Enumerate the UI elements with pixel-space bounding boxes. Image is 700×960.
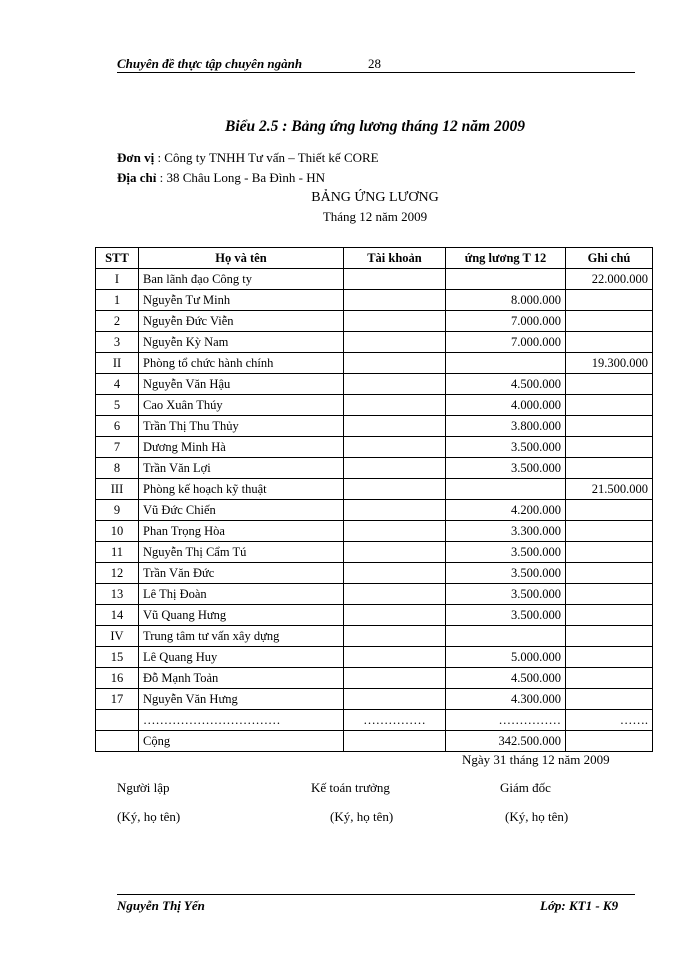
cell-advance: 3.500.000 bbox=[446, 605, 566, 626]
cell-note bbox=[566, 437, 653, 458]
cell-account bbox=[344, 521, 446, 542]
table-row bbox=[96, 689, 653, 710]
cell-note bbox=[566, 416, 653, 437]
cell-advance: 7.000.000 bbox=[446, 311, 566, 332]
cell-name: Trần Văn Lợi bbox=[139, 458, 344, 479]
cell-account bbox=[344, 563, 446, 584]
cell-stt: IV bbox=[96, 626, 139, 647]
cell-account bbox=[344, 374, 446, 395]
accountant-sign-note: (Ký, họ tên) bbox=[330, 809, 394, 824]
cell-account bbox=[344, 395, 446, 416]
cell-stt: 2 bbox=[96, 311, 139, 332]
table-row bbox=[96, 416, 653, 437]
unit-value: : Công ty TNHH Tư vấn – Thiết kế CORE bbox=[154, 150, 379, 165]
table-row bbox=[96, 500, 653, 521]
cell-advance bbox=[446, 269, 566, 290]
unit-label: Đơn vị bbox=[117, 150, 155, 165]
salary-advance-table bbox=[95, 247, 653, 752]
cell-account bbox=[344, 479, 446, 500]
cell-account bbox=[344, 647, 446, 668]
table-subtitle: Tháng 12 năm 2009 bbox=[322, 209, 428, 224]
cell-stt: 4 bbox=[96, 374, 139, 395]
document-title: Biểu 2.5 : Bảng ứng lương tháng 12 năm 2009 bbox=[225, 118, 525, 135]
cell-name: Lê Thị Đoàn bbox=[139, 584, 344, 605]
table-row bbox=[96, 584, 653, 605]
cell-account bbox=[344, 542, 446, 563]
cell-advance: 3.500.000 bbox=[446, 437, 566, 458]
table-row bbox=[96, 647, 653, 668]
cell-stt: 13 bbox=[96, 584, 139, 605]
table-row bbox=[96, 710, 653, 731]
cell-advance bbox=[446, 353, 566, 374]
cell-name: Nguyễn Văn Hưng bbox=[139, 689, 344, 710]
cell-advance: 7.000.000 bbox=[446, 332, 566, 353]
cell-advance: 342.500.000 bbox=[446, 731, 566, 752]
cell-advance: 3.500.000 bbox=[446, 458, 566, 479]
cell-stt: 11 bbox=[96, 542, 139, 563]
cell-stt: 12 bbox=[96, 563, 139, 584]
cell-advance bbox=[446, 626, 566, 647]
cell-account bbox=[344, 605, 446, 626]
header-note: Ghi chú bbox=[566, 248, 653, 269]
cell-name: Lê Quang Huy bbox=[139, 647, 344, 668]
cell-advance: 4.500.000 bbox=[446, 374, 566, 395]
table-row bbox=[96, 332, 653, 353]
cell-name: Nguyễn Văn Hậu bbox=[139, 374, 344, 395]
cell-stt: 3 bbox=[96, 332, 139, 353]
table-row bbox=[96, 605, 653, 626]
cell-note bbox=[566, 605, 653, 626]
cell-account bbox=[344, 689, 446, 710]
header-title: Chuyên đề thực tập chuyên ngành bbox=[117, 56, 303, 71]
table-row bbox=[96, 731, 653, 752]
cell-name: Đỗ Mạnh Toản bbox=[139, 668, 344, 689]
director-label: Giám đốc bbox=[500, 780, 551, 795]
cell-note bbox=[566, 332, 653, 353]
cell-account bbox=[344, 437, 446, 458]
cell-name: Vũ Quang Hưng bbox=[139, 605, 344, 626]
cell-note: 19.300.000 bbox=[566, 353, 653, 374]
table-row bbox=[96, 374, 653, 395]
page-number: 28 bbox=[368, 56, 381, 71]
cell-note bbox=[566, 647, 653, 668]
cell-stt: 7 bbox=[96, 437, 139, 458]
cell-account bbox=[344, 332, 446, 353]
cell-note bbox=[566, 374, 653, 395]
table-row bbox=[96, 542, 653, 563]
cell-account bbox=[344, 269, 446, 290]
unit-line bbox=[117, 150, 379, 166]
cell-note bbox=[566, 311, 653, 332]
cell-name: Phòng kế hoạch kỹ thuật bbox=[139, 479, 344, 500]
cell-advance: 4.000.000 bbox=[446, 395, 566, 416]
preparer-sign-note: (Ký, họ tên) bbox=[117, 809, 181, 824]
cell-advance: 8.000.000 bbox=[446, 290, 566, 311]
cell-account bbox=[344, 500, 446, 521]
cell-advance: 3.500.000 bbox=[446, 584, 566, 605]
cell-note bbox=[566, 458, 653, 479]
cell-name: Nguyễn Kỳ Nam bbox=[139, 332, 344, 353]
cell-advance: 5.000.000 bbox=[446, 647, 566, 668]
cell-stt: II bbox=[96, 353, 139, 374]
cell-note bbox=[566, 500, 653, 521]
table-row bbox=[96, 353, 653, 374]
footer-author: Nguyễn Thị Yến bbox=[117, 898, 205, 913]
table-header-row bbox=[96, 248, 653, 269]
cell-note bbox=[566, 689, 653, 710]
cell-name: …………………………… bbox=[139, 710, 344, 731]
cell-note bbox=[566, 563, 653, 584]
chief-accountant-label: Kế toán trưởng bbox=[311, 780, 390, 795]
footer-class: Lớp: KT1 - K9 bbox=[540, 898, 619, 913]
header-account: Tài khoản bbox=[344, 248, 446, 269]
cell-account bbox=[344, 416, 446, 437]
table-title: BẢNG ỨNG LƯƠNG bbox=[311, 190, 439, 205]
cell-note bbox=[566, 584, 653, 605]
cell-stt: 9 bbox=[96, 500, 139, 521]
cell-stt: 6 bbox=[96, 416, 139, 437]
table-row bbox=[96, 626, 653, 647]
header-stt: STT bbox=[96, 248, 139, 269]
cell-account bbox=[344, 626, 446, 647]
cell-stt bbox=[96, 710, 139, 731]
cell-name: Nguyễn Thị Cẩm Tú bbox=[139, 542, 344, 563]
cell-account bbox=[344, 353, 446, 374]
cell-stt: 14 bbox=[96, 605, 139, 626]
cell-advance: 3.500.000 bbox=[446, 542, 566, 563]
header-rule bbox=[117, 72, 635, 73]
cell-note: 22.000.000 bbox=[566, 269, 653, 290]
cell-stt: 16 bbox=[96, 668, 139, 689]
cell-stt: 15 bbox=[96, 647, 139, 668]
table-row bbox=[96, 479, 653, 500]
cell-name: Vũ Đức Chiến bbox=[139, 500, 344, 521]
cell-advance: …………… bbox=[446, 710, 566, 731]
cell-name: Phòng tổ chức hành chính bbox=[139, 353, 344, 374]
cell-name: Cao Xuân Thúy bbox=[139, 395, 344, 416]
cell-stt: 10 bbox=[96, 521, 139, 542]
table-row bbox=[96, 311, 653, 332]
cell-stt: 17 bbox=[96, 689, 139, 710]
table-row bbox=[96, 458, 653, 479]
cell-note bbox=[566, 290, 653, 311]
table-row bbox=[96, 290, 653, 311]
cell-account bbox=[344, 458, 446, 479]
cell-account: …………… bbox=[344, 710, 446, 731]
cell-name: Trần Thị Thu Thủy bbox=[139, 416, 344, 437]
cell-advance: 4.500.000 bbox=[446, 668, 566, 689]
address-value: : 38 Châu Long - Ba Đình - HN bbox=[156, 170, 325, 185]
cell-note bbox=[566, 542, 653, 563]
cell-stt: 8 bbox=[96, 458, 139, 479]
sign-date: Ngày 31 tháng 12 năm 2009 bbox=[462, 752, 610, 767]
table-row bbox=[96, 269, 653, 290]
cell-name: Nguyễn Đức Viễn bbox=[139, 311, 344, 332]
table-row bbox=[96, 563, 653, 584]
cell-advance: 3.300.000 bbox=[446, 521, 566, 542]
cell-account bbox=[344, 584, 446, 605]
header-name: Họ và tên bbox=[139, 248, 344, 269]
cell-name: Trung tâm tư vấn xây dựng bbox=[139, 626, 344, 647]
cell-note bbox=[566, 521, 653, 542]
cell-advance: 4.300.000 bbox=[446, 689, 566, 710]
cell-note bbox=[566, 395, 653, 416]
cell-account bbox=[344, 668, 446, 689]
cell-account bbox=[344, 311, 446, 332]
cell-advance bbox=[446, 479, 566, 500]
cell-note: ……. bbox=[566, 710, 653, 731]
address-line bbox=[117, 170, 325, 186]
cell-name: Cộng bbox=[139, 731, 344, 752]
table-row bbox=[96, 668, 653, 689]
table-row bbox=[96, 521, 653, 542]
cell-advance: 4.200.000 bbox=[446, 500, 566, 521]
cell-note bbox=[566, 668, 653, 689]
cell-name: Ban lãnh đạo Công ty bbox=[139, 269, 344, 290]
address-label: Địa chỉ bbox=[117, 170, 157, 185]
cell-name: Nguyễn Tư Minh bbox=[139, 290, 344, 311]
preparer-label: Người lập bbox=[117, 780, 170, 795]
table-row bbox=[96, 395, 653, 416]
header-advance: ứng lương T 12 bbox=[446, 248, 566, 269]
cell-account bbox=[344, 290, 446, 311]
cell-advance: 3.800.000 bbox=[446, 416, 566, 437]
footer-rule bbox=[117, 894, 635, 895]
cell-note bbox=[566, 626, 653, 647]
cell-note: 21.500.000 bbox=[566, 479, 653, 500]
cell-stt: 5 bbox=[96, 395, 139, 416]
cell-note bbox=[566, 731, 653, 752]
director-sign-note: (Ký, họ tên) bbox=[505, 809, 569, 824]
cell-name: Dương Minh Hà bbox=[139, 437, 344, 458]
cell-name: Phan Trọng Hòa bbox=[139, 521, 344, 542]
cell-advance: 3.500.000 bbox=[446, 563, 566, 584]
cell-stt: III bbox=[96, 479, 139, 500]
cell-stt: 1 bbox=[96, 290, 139, 311]
cell-stt bbox=[96, 731, 139, 752]
cell-account bbox=[344, 731, 446, 752]
cell-stt: I bbox=[96, 269, 139, 290]
cell-name: Trần Văn Đức bbox=[139, 563, 344, 584]
table-row bbox=[96, 437, 653, 458]
